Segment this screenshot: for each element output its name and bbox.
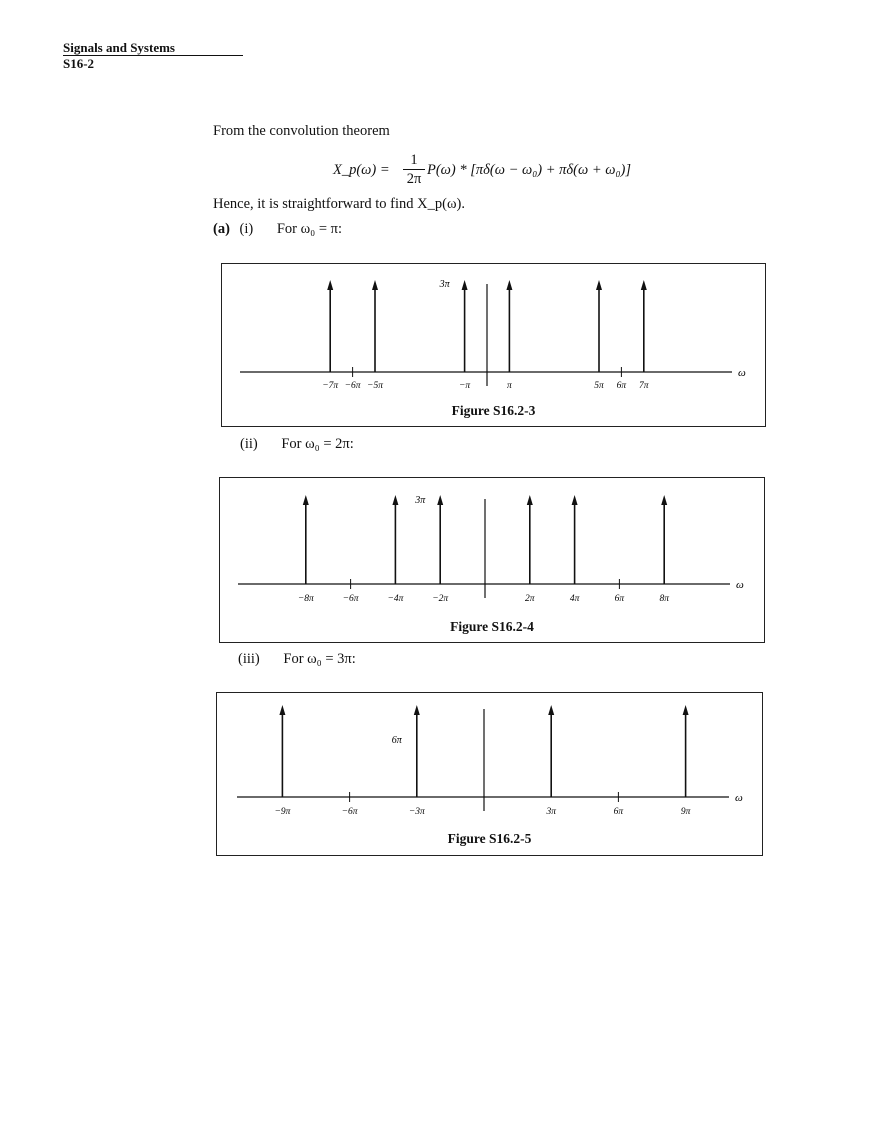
amplitude-label: 3π bbox=[415, 495, 426, 506]
case-iii-sub: (iii) bbox=[238, 651, 260, 667]
tick-label: 7π bbox=[639, 381, 649, 391]
tick-label: 8π bbox=[659, 594, 669, 604]
tick-label: −π bbox=[459, 381, 471, 391]
tick-label: 9π bbox=[680, 807, 691, 817]
tick-label: 5π bbox=[594, 381, 604, 391]
tick-label: −6π bbox=[344, 381, 361, 391]
tick-label: π bbox=[507, 381, 512, 391]
impulse-arrowhead bbox=[437, 495, 443, 505]
tick-label: −8π bbox=[297, 594, 314, 604]
plot-s16-2-4 bbox=[220, 478, 764, 642]
impulse-arrowhead bbox=[462, 280, 468, 290]
case-iii-condition: For ω₀ = 3π: bbox=[283, 651, 356, 667]
tick-label: 4π bbox=[569, 594, 580, 604]
figure-caption: Figure S16.2-5 bbox=[447, 831, 532, 846]
impulse-arrowhead bbox=[414, 705, 420, 715]
amplitude-label: 3π bbox=[439, 279, 450, 290]
tick-label: −3π bbox=[408, 807, 425, 817]
figure-s16-2-5 bbox=[216, 692, 763, 856]
impulse-arrowhead bbox=[279, 705, 285, 715]
tick-label: 6π bbox=[616, 381, 627, 391]
impulse-arrowhead bbox=[527, 495, 533, 505]
impulse-arrowhead bbox=[506, 280, 512, 290]
figure-caption: Figure S16.2-4 bbox=[450, 619, 534, 634]
case-iii-heading bbox=[238, 651, 356, 668]
fraction-numerator: 1 bbox=[410, 152, 418, 168]
case-ii-sub: (ii) bbox=[240, 436, 258, 452]
tick-label: −9π bbox=[274, 807, 291, 817]
impulse-arrowhead bbox=[661, 495, 667, 505]
axis-label: ω bbox=[738, 367, 746, 379]
equation-lhs: X_p(ω) = bbox=[333, 162, 390, 178]
axis-label: ω bbox=[736, 579, 744, 591]
impulse-arrowhead bbox=[572, 495, 578, 505]
tick-label: 6π bbox=[614, 594, 625, 604]
tick-label: −6π bbox=[341, 807, 358, 817]
tick-label: 2π bbox=[525, 594, 535, 604]
case-ii-heading bbox=[240, 436, 354, 453]
part-a-heading bbox=[213, 221, 342, 238]
tick-label: −2π bbox=[432, 594, 449, 604]
figure-s16-2-3 bbox=[221, 263, 766, 427]
impulse-arrowhead bbox=[372, 280, 378, 290]
impulse-arrowhead bbox=[683, 705, 689, 715]
tick-label: −4π bbox=[387, 594, 404, 604]
figure-caption: Figure S16.2-3 bbox=[451, 403, 536, 418]
plot-s16-2-3 bbox=[222, 264, 765, 426]
impulse-arrowhead bbox=[641, 280, 647, 290]
part-a-label: (a) bbox=[213, 221, 230, 237]
impulse-arrowhead bbox=[327, 280, 333, 290]
course-title: Signals and Systems bbox=[63, 40, 175, 55]
amplitude-label: 6π bbox=[391, 735, 402, 746]
impulse-arrowhead bbox=[548, 705, 554, 715]
tick-label: −7π bbox=[322, 381, 339, 391]
axis-label: ω bbox=[735, 792, 743, 804]
tick-label: −6π bbox=[342, 594, 359, 604]
tick-label: −5π bbox=[367, 381, 383, 391]
tick-label: 3π bbox=[546, 807, 556, 817]
impulse-arrowhead bbox=[596, 280, 602, 290]
fraction-denominator: 2π bbox=[406, 171, 422, 187]
impulse-arrowhead bbox=[303, 495, 309, 505]
figure-s16-2-4 bbox=[219, 477, 765, 643]
header-rule bbox=[63, 55, 243, 56]
equation-fraction bbox=[403, 152, 425, 187]
part-a-condition: For ω₀ = π: bbox=[276, 221, 343, 237]
case-ii-condition: For ω₀ = 2π: bbox=[281, 436, 354, 452]
tick-label: 6π bbox=[613, 807, 624, 817]
fraction-bar bbox=[403, 169, 425, 170]
page-header bbox=[63, 40, 175, 72]
equation-rhs: P(ω) * [πδ(ω − ω₀) + πδ(ω + ω₀)] bbox=[427, 162, 631, 178]
impulse-arrowhead bbox=[392, 495, 398, 505]
intro-text: From the convolution theorem bbox=[213, 123, 390, 139]
section-code: S16-2 bbox=[63, 56, 95, 71]
hence-text: Hence, it is straightforward to find X_p(ω). bbox=[213, 196, 465, 212]
part-a-sub: (i) bbox=[239, 221, 254, 237]
